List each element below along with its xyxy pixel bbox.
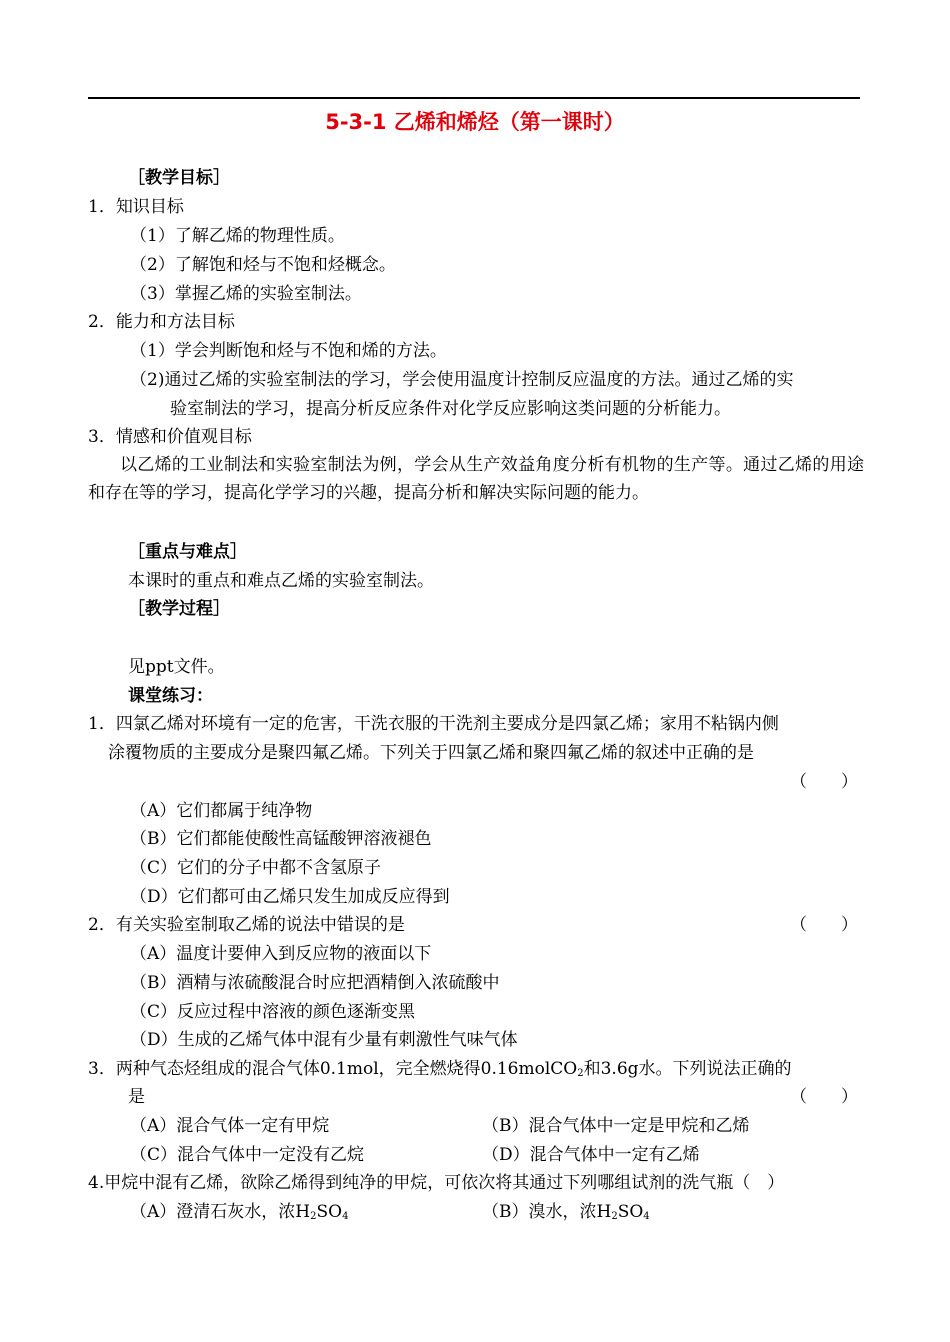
q1-option-b: （B）它们都能使酸性高锰酸钾溶液褪色: [130, 829, 432, 849]
key-points-heading: ［重点与难点］: [128, 542, 247, 562]
q3-line2: 是: [128, 1087, 145, 1107]
q4-option-b: [482, 1201, 650, 1223]
q4-option-a-sub2: 4: [342, 1211, 349, 1222]
q3-option-b: （B）混合气体中一定是甲烷和乙烯: [482, 1116, 750, 1136]
q4-option-b-text: （B）溴水，浓H: [482, 1202, 612, 1222]
q1-option-a: （A）它们都属于纯净物: [130, 801, 313, 821]
q1-line2: 涂覆物质的主要成分是聚四氟乙烯。下列关于四氯乙烯和聚四氟乙烯的叙述中正确的是: [108, 743, 754, 763]
ability-heading: 2．能力和方法目标: [88, 312, 235, 332]
q1-line1: 1．四氯乙烯对环境有一定的危害，干洗衣服的干洗剂主要成分是四氯乙烯；家用不粘锅内侧: [88, 714, 779, 734]
objectives-heading: ［教学目标］: [128, 168, 230, 188]
exercise-heading: 课堂练习：: [128, 686, 213, 706]
q4-option-b-sub2: 4: [643, 1211, 650, 1222]
q3-stem: [88, 1058, 792, 1080]
process-heading: ［教学过程］: [128, 599, 230, 619]
header-rule: [88, 97, 860, 99]
knowledge-item-3: （3）掌握乙烯的实验室制法。: [130, 284, 362, 304]
ability-item-2-line2: 验室制法的学习，提高分析反应条件对化学反应影响这类问题的分析能力。: [170, 399, 731, 419]
key-points-text: 本课时的重点和难点乙烯的实验室制法。: [128, 571, 434, 591]
q3-option-d: （D）混合气体中一定有乙烯: [482, 1145, 700, 1165]
knowledge-item-1: （1）了解乙烯的物理性质。: [130, 226, 345, 246]
knowledge-item-2: （2）了解饱和烃与不饱和烃概念。: [130, 255, 396, 275]
emotion-heading: 3．情感和价值观目标: [88, 427, 252, 447]
q2-option-c: （C）反应过程中溶液的颜色逐渐变黑: [130, 1002, 416, 1022]
ability-item-1: （1）学会判断饱和烃与不饱和烯的方法。: [130, 341, 447, 361]
ability-item-2-line1: （2)通过乙烯的实验室制法的学习，学会使用温度计控制反应温度的方法。通过乙烯的实: [130, 370, 794, 390]
q2-answer-blank: （ ）: [790, 915, 858, 935]
q4-option-a: [130, 1201, 348, 1223]
q2-option-a: （A）温度计要伸入到反应物的液面以下: [130, 944, 432, 964]
process-text: 见ppt文件。: [128, 657, 225, 677]
q4-option-a-sub1: 2: [310, 1211, 317, 1222]
page-title: 5-3-1 乙烯和烯烃（第一课时）: [325, 110, 625, 134]
q1-answer-blank: （ ）: [790, 772, 858, 792]
knowledge-heading: 1．知识目标: [88, 197, 184, 217]
q3-option-c: （C）混合气体中一定没有乙烷: [130, 1145, 365, 1165]
q4-option-a-text: （A）澄清石灰水，浓H: [130, 1202, 311, 1222]
q1-option-c: （C）它们的分子中都不含氢原子: [130, 858, 382, 878]
q2-option-b: （B）酒精与浓硫酸混合时应把酒精倒入浓硫酸中: [130, 973, 500, 993]
q3-stem-part2: 和3.6g水。下列说法正确的: [583, 1059, 792, 1079]
q3-answer-blank: （ ）: [790, 1087, 858, 1107]
q3-option-a: （A）混合气体一定有甲烷: [130, 1116, 330, 1136]
q4-option-b-text2: SO: [617, 1202, 644, 1222]
q4-stem: 4.甲烷中混有乙烯，欲除乙烯得到纯净的甲烷，可依次将其通过下列哪组试剂的洗气瓶（ ）: [88, 1173, 785, 1193]
q2-option-d: （D）生成的乙烯气体中混有少量有刺激性气味气体: [130, 1030, 518, 1050]
q2-stem: 2．有关实验室制取乙烯的说法中错误的是: [88, 915, 405, 935]
emotion-text: 以乙烯的工业制法和实验室制法为例，学会从生产效益角度分析有机物的生产等。通过乙烯的用途和存在等的学习，提高化学学习的兴趣，提高分析和解决实际问题的能力。: [88, 455, 864, 503]
q4-option-a-text2: SO: [316, 1202, 343, 1222]
q1-option-d: （D）它们都可由乙烯只发生加成反应得到: [130, 887, 450, 907]
q3-stem-part1: 3．两种气态烃组成的混合气体0.1mol，完全燃烧得0.16molCO: [88, 1059, 578, 1079]
q3-stem-subscript: 2: [577, 1068, 584, 1079]
q4-option-b-sub1: 2: [611, 1211, 618, 1222]
